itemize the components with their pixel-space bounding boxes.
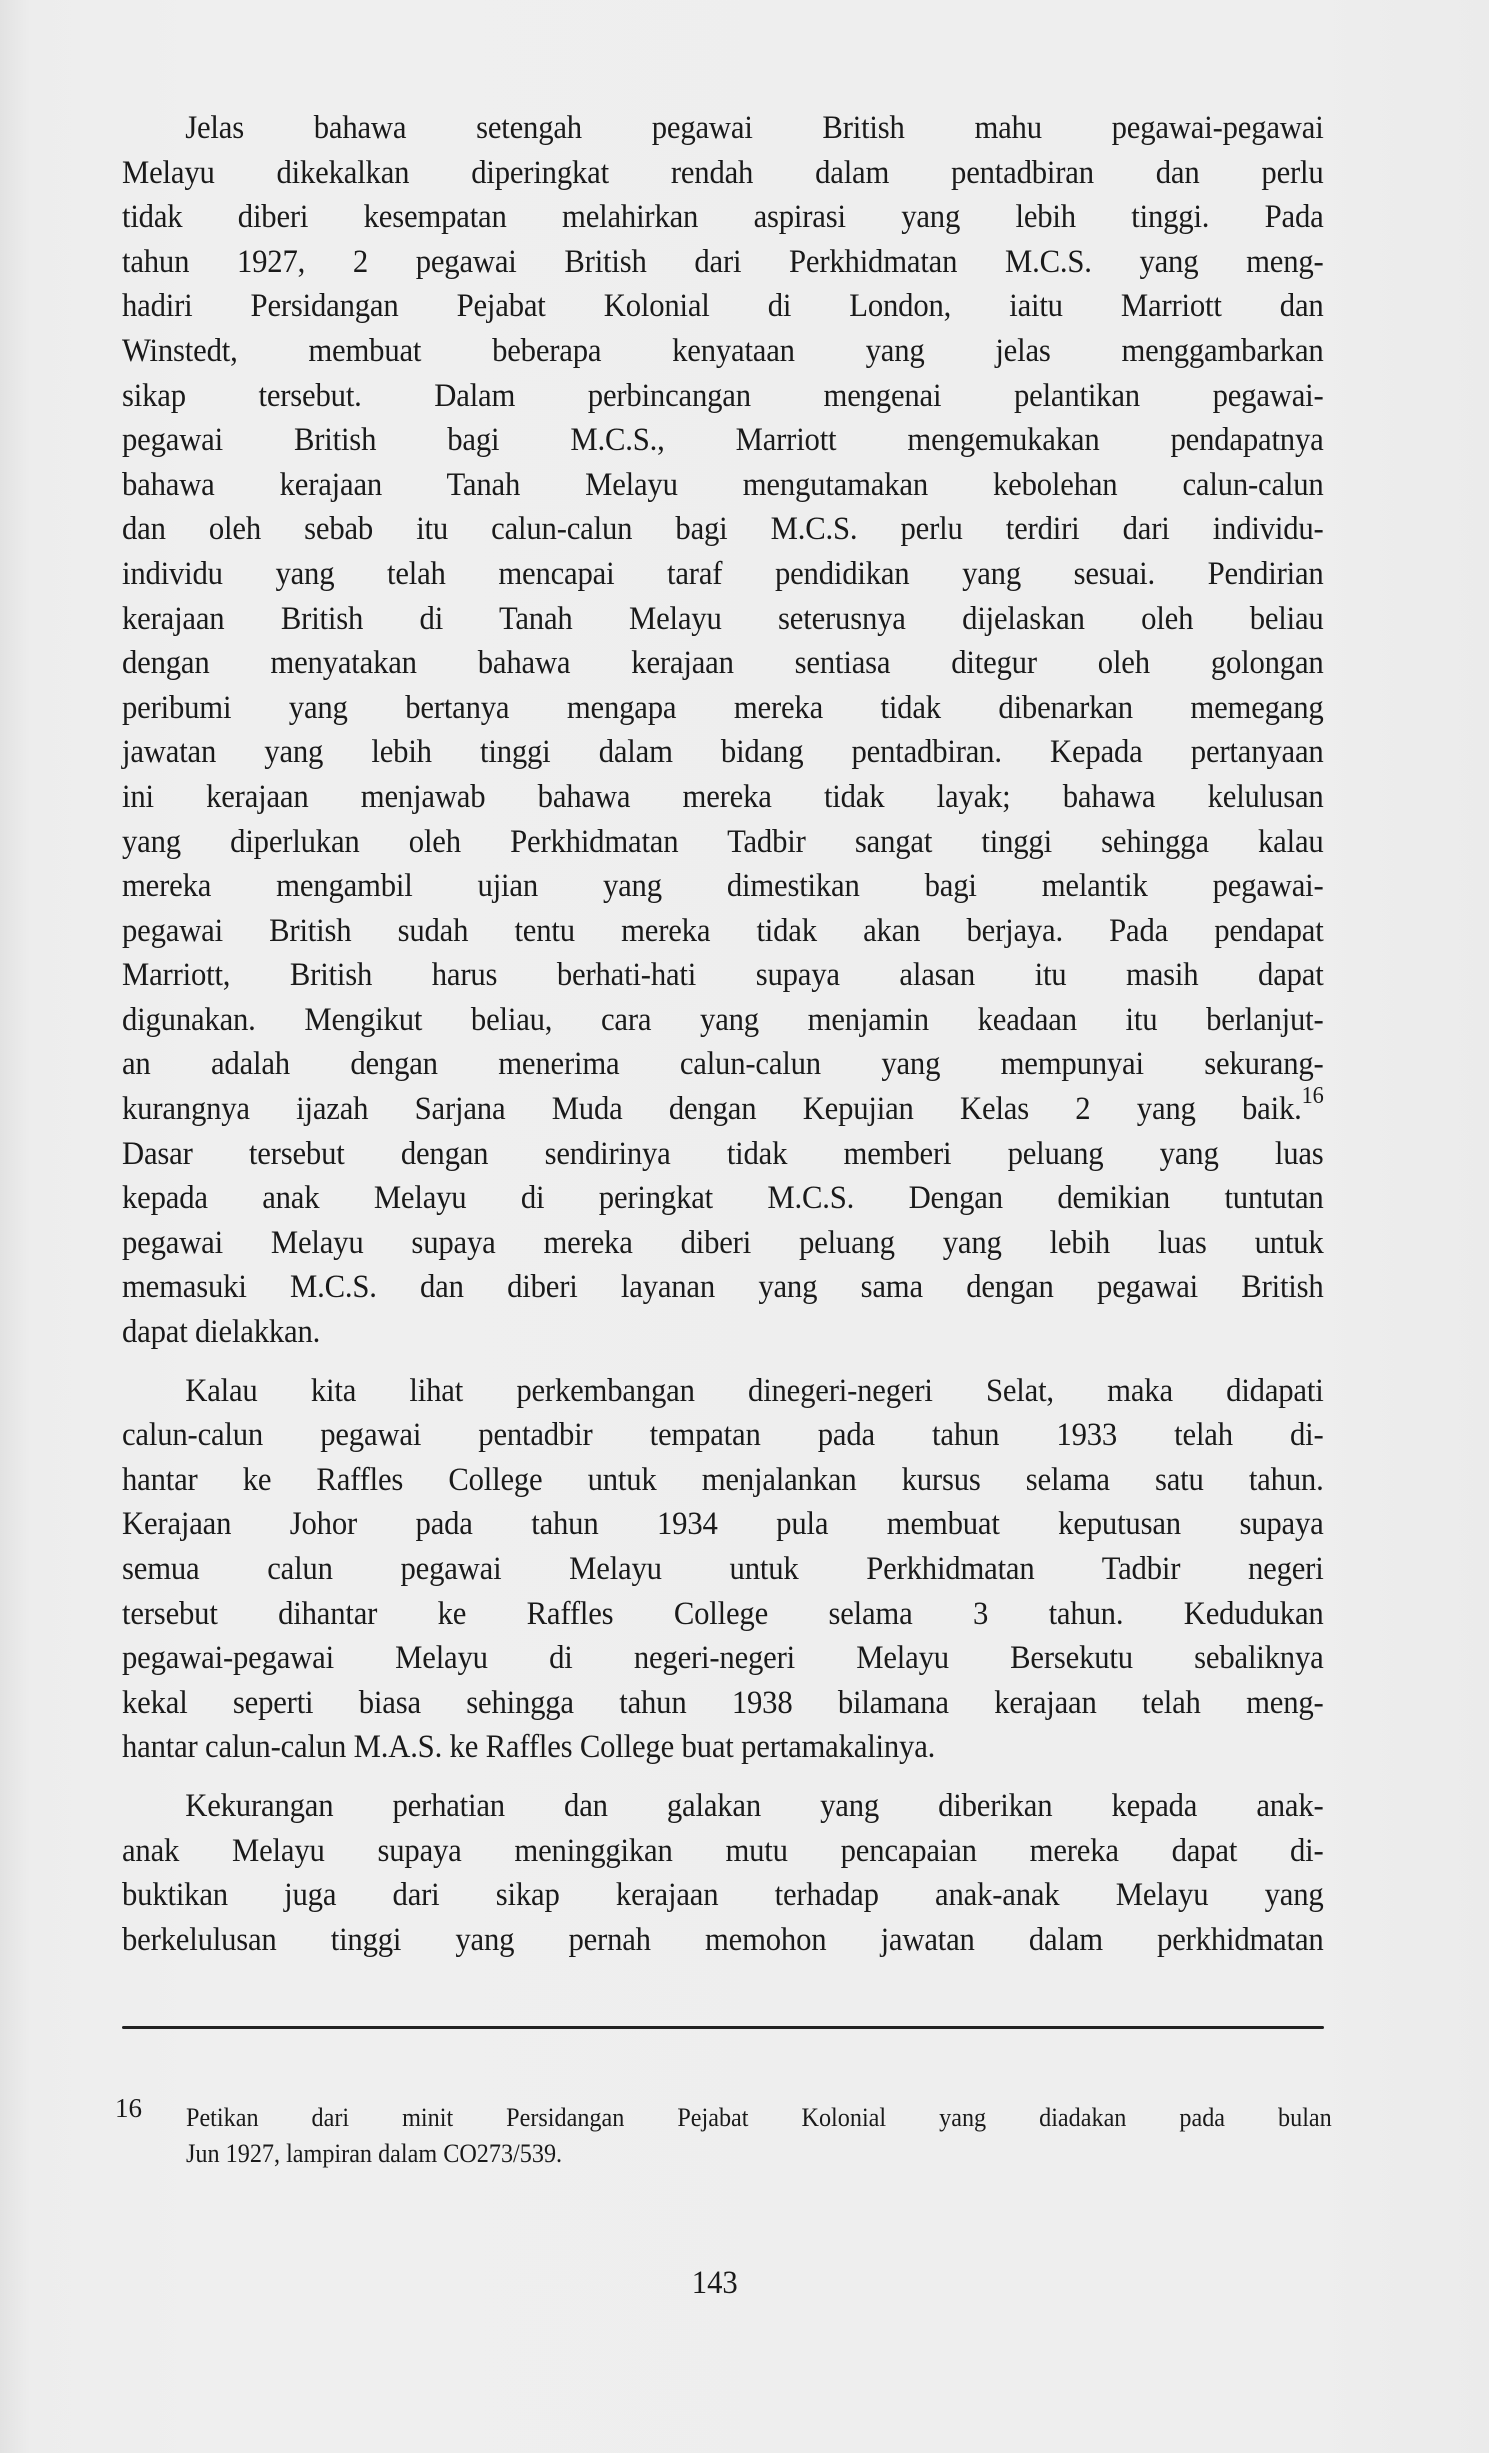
text-line: pegawai Melayu supaya mereka diberi peluang yang lebih luas untuk (122, 1224, 1324, 1261)
text-line: kekal seperti biasa sehingga tahun 1938 bilamana kerajaan telah meng- (122, 1684, 1324, 1721)
footnote-line: Petikan dari minit Persidangan Pejabat Kolonial yang diadakan pada bulan (186, 2103, 1332, 2132)
paragraph-gap (122, 1770, 1324, 1784)
text-line: individu yang telah mencapai taraf pendidikan yang sesuai. Pendirian (122, 555, 1324, 592)
text-line: bahawa kerajaan Tanah Melayu mengutamakan kebolehan calun-calun (122, 466, 1324, 503)
paragraph-2 (122, 1369, 1324, 1770)
text-line: dapat dielakkan. (122, 1314, 321, 1351)
text-line: Kekurangan perhatian dan galakan yang diberikan kepada anak- (185, 1787, 1324, 1824)
text-line: Marriott, British harus berhati-hati supaya alasan itu masih dapat (122, 957, 1324, 994)
text-line: kurangnya ijazah Sarjana Muda dengan Kepujian Kelas 2 yang baik. (122, 1091, 1302, 1128)
text-line: pegawai-pegawai Melayu di negeri-negeri Melayu Bersekutu sebaliknya (122, 1640, 1324, 1677)
footnote-divider (122, 2026, 1324, 2029)
paragraph-1 (122, 106, 1324, 1355)
text-line: tersebut dihantar ke Raffles College selama 3 tahun. Kedudukan (122, 1595, 1324, 1632)
body-text (122, 106, 1324, 1962)
page-number-text: 143 (691, 2265, 738, 2301)
text-line: Jelas bahawa setengah pegawai British mahu pegawai-pegawai (185, 110, 1324, 146)
text-line: yang diperlukan oleh Perkhidmatan Tadbir sangat tinggi sehingga kalau (122, 823, 1324, 860)
text-line: anak Melayu supaya meninggikan mutu pencapaian mereka dapat di- (122, 1832, 1324, 1869)
text-line: digunakan. Mengikut beliau, cara yang menjamin keadaan itu berlanjut- (122, 1001, 1324, 1038)
text-line: pegawai British bagi M.C.S., Marriott mengemukakan pendapatnya (122, 422, 1324, 459)
footnote-number: 16 (115, 2093, 142, 2123)
text-line: semua calun pegawai Melayu untuk Perkhidmatan Tadbir negeri (122, 1551, 1324, 1587)
text-line: berkelulusan tinggi yang pernah memohon jawatan dalam perkhidmatan (122, 1921, 1324, 1958)
text-line: tidak diberi kesempatan melahirkan aspirasi yang lebih tinggi. Pada (122, 199, 1324, 236)
text-line: buktikan juga dari sikap kerajaan terhadap anak-anak Melayu yang (122, 1877, 1324, 1914)
paragraph-3 (122, 1784, 1324, 1962)
text-line: hantar calun-calun M.A.S. ke Raffles College buat pertamakalinya. (122, 1729, 936, 1766)
text-line: calun-calun pegawai pentadbir tempatan pada tahun 1933 telah di- (122, 1417, 1324, 1454)
text-line: tahun 1927, 2 pegawai British dari Perkhidmatan M.C.S. yang meng- (122, 243, 1324, 280)
text-line: hadiri Persidangan Pejabat Kolonial di London, iaitu Marriott dan (122, 288, 1324, 325)
text-line: Winstedt, membuat beberapa kenyataan yang jelas menggambarkan (122, 332, 1324, 369)
text-line: kepada anak Melayu di peringkat M.C.S. Dengan demikian tuntutan (122, 1180, 1324, 1217)
text-line: dengan menyatakan bahawa kerajaan sentiasa ditegur oleh golongan (122, 645, 1324, 682)
text-line: ini kerajaan menjawab bahawa mereka tidak layak; bahawa kelulusan (122, 778, 1324, 815)
text-line-with-footnote (122, 1083, 1324, 1132)
text-line: memasuki M.C.S. dan diberi layanan yang sama dengan pegawai British (122, 1269, 1324, 1306)
text-line: Melayu dikekalkan diperingkat rendah dalam pentadbiran dan perlu (122, 154, 1324, 191)
footnote-line: Jun 1927, lampiran dalam CO273/539. (186, 2139, 563, 2168)
text-line: jawatan yang lebih tinggi dalam bidang pentadbiran. Kepada pertanyaan (122, 734, 1324, 771)
page-number (0, 2265, 1489, 2302)
text-line: sikap tersebut. Dalam perbincangan mengenai pelantikan pegawai- (122, 377, 1324, 414)
footnote-text (186, 2100, 1331, 2172)
paragraph-gap (122, 1355, 1324, 1369)
text-line: Kerajaan Johor pada tahun 1934 pula membuat keputusan supaya (122, 1506, 1324, 1543)
text-line: pegawai British sudah tentu mereka tidak akan berjaya. Pada pendapat (122, 912, 1324, 949)
text-line: hantar ke Raffles College untuk menjalankan kursus selama satu tahun. (122, 1461, 1324, 1498)
text-line: peribumi yang bertanya mengapa mereka tidak dibenarkan memegang (122, 689, 1324, 726)
text-line: Kalau kita lihat perkembangan dinegeri-negeri Selat, maka didapati (185, 1372, 1324, 1409)
text-line: mereka mengambil ujian yang dimestikan bagi melantik pegawai- (122, 868, 1324, 905)
text-line: Dasar tersebut dengan sendirinya tidak memberi peluang yang luas (122, 1135, 1324, 1172)
footnote-reference[interactable]: 16 (1301, 1083, 1324, 1110)
text-line: dan oleh sebab itu calun-calun bagi M.C.S. perlu terdiri dari individu- (122, 511, 1324, 548)
text-line: kerajaan British di Tanah Melayu seterusnya dijelaskan oleh beliau (122, 600, 1324, 637)
text-line: an adalah dengan menerima calun-calun yang mempunyai sekurang- (122, 1046, 1324, 1083)
